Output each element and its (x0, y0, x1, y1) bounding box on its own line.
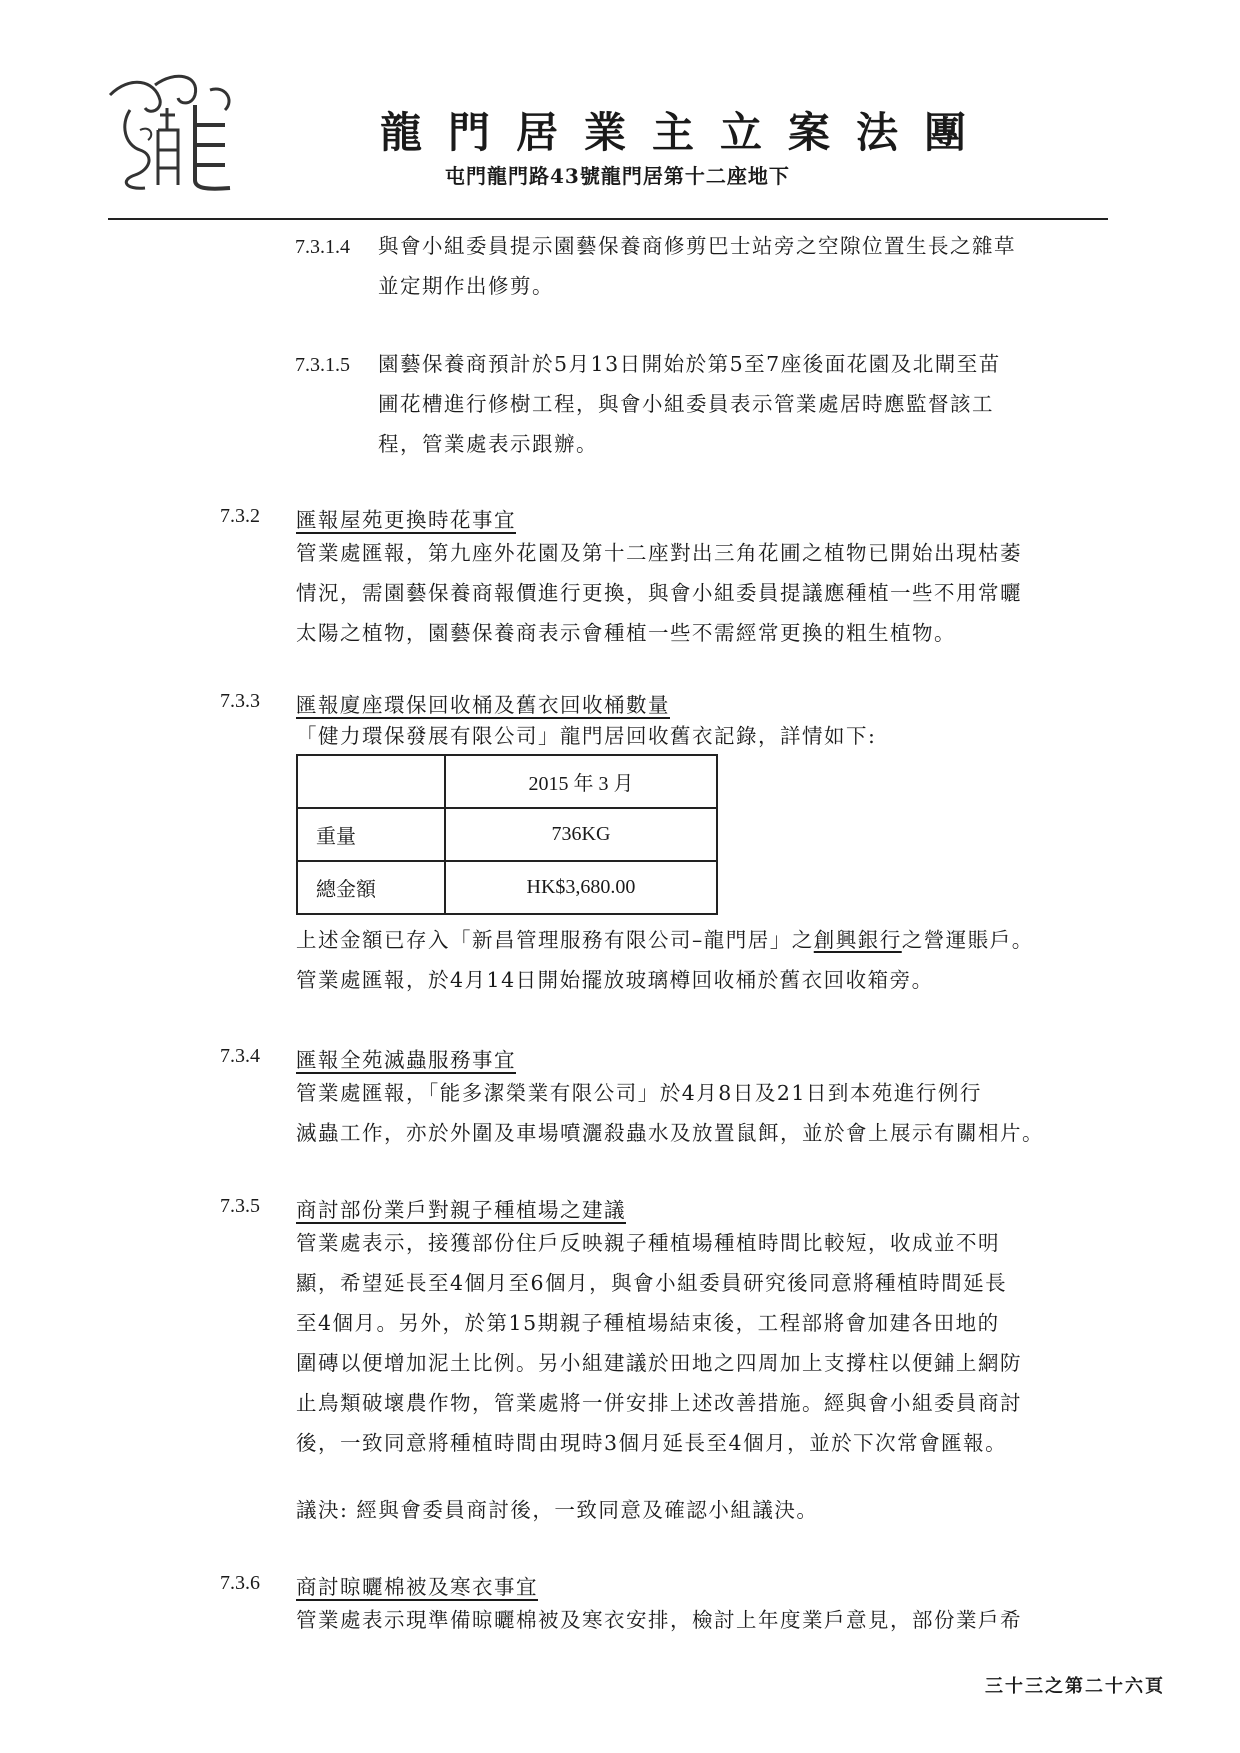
section-title: 匯報全苑滅蟲服務事宜 (296, 1048, 516, 1072)
table-cell: 2015 年 3 月 (445, 755, 717, 808)
table-row (297, 861, 717, 914)
letterhead (0, 0, 1240, 225)
resolution-line: 議決: 經與會委員商討後，一致同意及確認小組議決。 (296, 1498, 819, 1522)
paragraph-line: 至4個月。另外，於第15期親子種植場結束後，工程部將會加建各田地的 (296, 1311, 1000, 1335)
section-title: 匯報廈座環保回收桶及舊衣回收桶數量 (296, 693, 670, 717)
section-title: 商討部份業戶對親子種植場之建議 (296, 1198, 626, 1222)
page-number: 三十三之第二十六頁 (985, 1676, 1165, 1697)
table-header-row (297, 755, 717, 808)
paragraph-line: 並定期作出修剪。 (378, 274, 554, 298)
paragraph-line: 太陽之植物，園藝保養商表示會種植一些不需經常更換的粗生植物。 (296, 621, 956, 645)
paragraph-line: 情況，需園藝保養商報價進行更換，與會小組委員提議應種植一些不用常曬 (296, 581, 1022, 605)
paragraph-line: 止鳥類破壞農作物，管業處將一併安排上述改善措施。經與會小組委員商討 (296, 1391, 1022, 1415)
section-title: 匯報屋苑更換時花事宜 (296, 508, 516, 532)
paragraph-line: 管業處表示現準備晾曬棉被及寒衣安排，檢討上年度業戶意見，部份業戶希 (296, 1608, 1022, 1632)
table-cell: 736KG (445, 808, 717, 861)
paragraph-line: 程，管業處表示跟辦。 (378, 432, 598, 456)
paragraph-line: 管業處匯報，「能多潔榮業有限公司」於4月8日及21日到本苑進行例行 (296, 1081, 982, 1105)
table-cell: HK$3,680.00 (445, 861, 717, 914)
organization-address: 屯門龍門路43號龍門居第十二座地下 (445, 164, 790, 188)
bank-name: 創興銀行 (813, 928, 902, 952)
paragraph-line: 管業處表示，接獲部份住戶反映親子種植場種植時間比較短，收成並不明 (296, 1231, 1000, 1255)
paragraph-line: 與會小組委員提示園藝保養商修剪巴士站旁之空隙位置生長之雜草 (378, 234, 1016, 258)
section-number: 7.3.1.4 (295, 236, 350, 258)
deposit-text-end: 之營運賬戶。 (901, 928, 1034, 952)
paragraph-line: 「健力環保發展有限公司」龍門居回收舊衣記錄，詳情如下: (296, 724, 877, 748)
paragraph-line: 滅蟲工作，亦於外圍及車場噴灑殺蟲水及放置鼠餌，並於會上展示有關相片。 (296, 1121, 1044, 1145)
paragraph-line: 圃花槽進行修樹工程，與會小組委員表示管業處居時應監督該工 (378, 392, 994, 416)
section-number: 7.3.2 (220, 505, 260, 527)
paragraph-line: 園藝保養商預計於5月13日開始於第5至7座後面花園及北閘至苗 (378, 352, 1001, 376)
table-row (297, 808, 717, 861)
deposit-text: 上述金額已存入「新昌管理服務有限公司–龍門居」之 (296, 928, 814, 952)
recycling-record-table (296, 754, 718, 915)
section-number: 7.3.5 (220, 1195, 260, 1217)
section-number: 7.3.4 (220, 1045, 260, 1067)
table-cell: 重量 (297, 808, 445, 861)
section-title: 商討晾曬棉被及寒衣事宜 (296, 1575, 538, 1599)
table-cell: 總金額 (297, 861, 445, 914)
table-cell (297, 755, 445, 808)
section-number: 7.3.3 (220, 690, 260, 712)
paragraph-line: 後，一致同意將種植時間由現時3個月延長至4個月，並於下次常會匯報。 (296, 1431, 1008, 1455)
header-divider (108, 218, 1108, 220)
organization-name: 龍門居業主立案法團 (380, 108, 993, 157)
section-number: 7.3.1.5 (295, 354, 350, 376)
paragraph-line: 管業處匯報，第九座外花園及第十二座對出三角花圃之植物已開始出現枯萎 (296, 541, 1022, 565)
paragraph-line: 管業處匯報，於4月14日開始擺放玻璃樽回收桶於舊衣回收箱旁。 (296, 968, 934, 992)
paragraph-line: 顯，希望延長至4個月至6個月，與會小組委員研究後同意將種植時間延長 (296, 1271, 1008, 1295)
dragon-logo-icon (100, 70, 270, 195)
section-number: 7.3.6 (220, 1572, 260, 1594)
paragraph-line: 圍磚以便增加泥土比例。另小組建議於田地之四周加上支撐柱以便鋪上網防 (296, 1351, 1022, 1375)
paragraph-line (296, 920, 1034, 960)
